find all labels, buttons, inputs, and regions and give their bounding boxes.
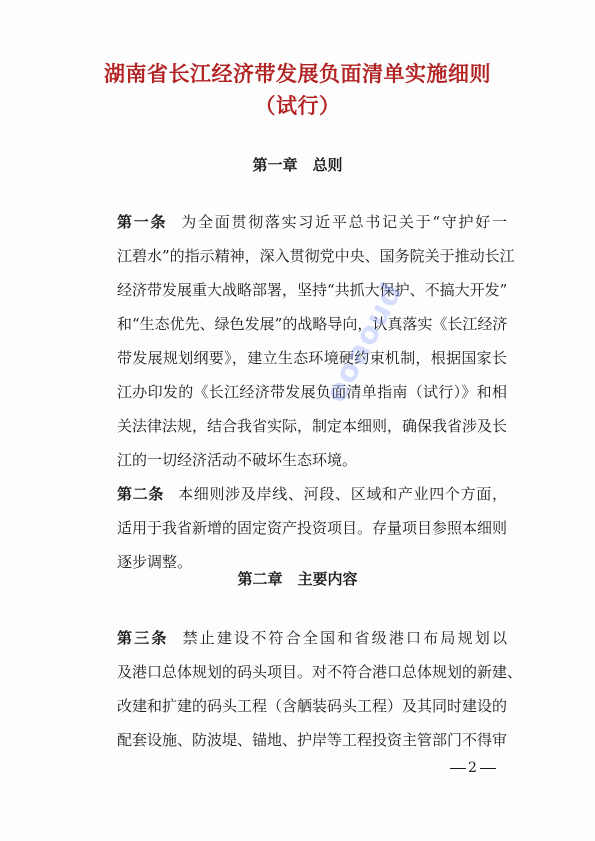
paragraph-line: 经济带发展重大战略部署，坚持“共抓大保护、不搞大开发” bbox=[117, 281, 508, 299]
paragraph-line: 为全面贯彻落实习近平总书记关于“守护好一 bbox=[181, 213, 507, 231]
chapter-heading: 第二章 主要内容 bbox=[237, 570, 358, 588]
paragraph-line: 江办印发的《长江经济带发展负面清单指南（试行）》和相 bbox=[117, 383, 507, 401]
paragraph-line: 江的一切经济活动不破坏生态环境。 bbox=[117, 451, 358, 469]
paragraph-line: 配套设施、防波堤、锚地、护岸等工程投资主管部门不得审 bbox=[117, 731, 508, 749]
page-number bbox=[448, 760, 498, 776]
paragraph-line: 和“生态优先、绿色发展”的战略导向，认真落实《长江经济 bbox=[117, 315, 508, 333]
paragraph-line: 带发展规划纲要》，建立生态环境硬约束机制，根据国家长 bbox=[117, 349, 507, 367]
article-label: 第一条 bbox=[117, 213, 168, 231]
paragraph-line: 逐步调整。 bbox=[117, 553, 193, 571]
page-number-value: 2 bbox=[468, 760, 478, 776]
article-label: 第三条 bbox=[117, 629, 169, 647]
document-subtitle: （试行） bbox=[254, 93, 341, 118]
paragraph-line: 禁止建设不符合全国和省级港口布局规划以 bbox=[182, 629, 507, 647]
article-label: 第二条 bbox=[117, 485, 165, 503]
paragraph-line: 关法律法规，结合我省实际，制定本细则，确保我省涉及长 bbox=[117, 417, 508, 435]
dash-left bbox=[450, 768, 466, 769]
dash-right bbox=[480, 768, 496, 769]
paragraph-line: 及港口总体规划的码头项目。对不符合港口总体规划的新建、 bbox=[117, 663, 523, 681]
article-first-line bbox=[117, 628, 507, 648]
paragraph-line: 本细则涉及岸线、河段、区域和产业四个方面， bbox=[178, 485, 507, 503]
article-first-line bbox=[117, 484, 507, 504]
watermark: eoaoud bbox=[318, 276, 411, 409]
paragraph-line: 江碧水”的指示精神，深入贯彻党中央、国务院关于推动长江 bbox=[117, 247, 515, 265]
article-first-line bbox=[117, 212, 507, 232]
paragraph-line: 适用于我省新增的固定资产投资项目。存量项目参照本细则 bbox=[117, 519, 508, 537]
paragraph-line: 改建和扩建的码头工程（含舾装码头工程）及其同时建设的 bbox=[117, 697, 508, 715]
document-title: 湖南省长江经济带发展负面清单实施细则 bbox=[104, 61, 491, 86]
chapter-heading: 第一章 总则 bbox=[252, 156, 343, 174]
